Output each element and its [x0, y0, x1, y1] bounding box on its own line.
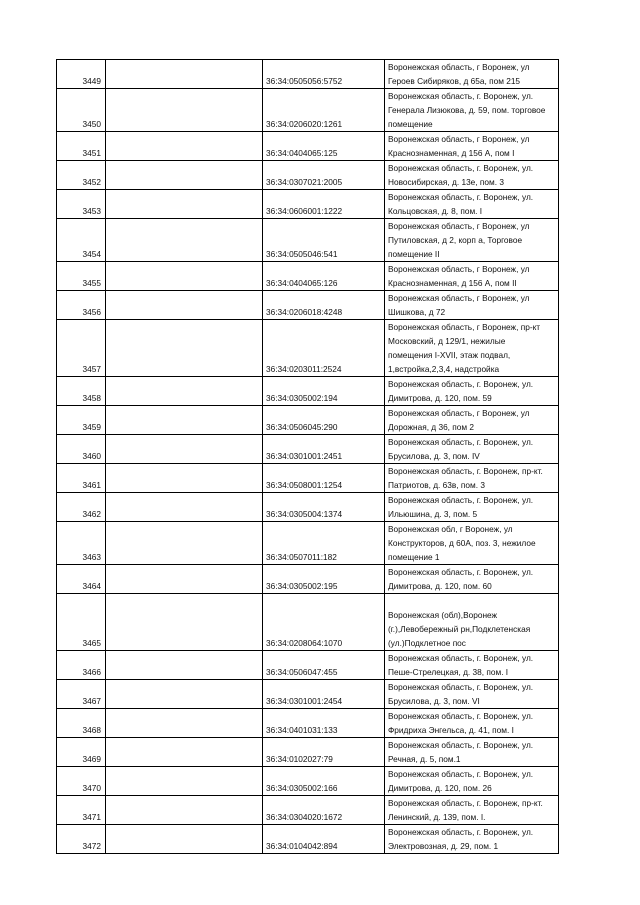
row-number-cell: 3451	[57, 132, 106, 161]
empty-cell	[106, 738, 263, 767]
address-cell: Воронежская область, г. Воронеж, ул. Речная, д. 5, пом.1	[385, 738, 559, 767]
row-number-cell: 3462	[57, 493, 106, 522]
cadastral-number-cell: 36:34:0506045:290	[263, 406, 385, 435]
empty-cell	[106, 493, 263, 522]
table-row	[57, 291, 559, 320]
table-row	[57, 522, 559, 565]
table-row	[57, 825, 559, 854]
address-cell: Воронежская область, г. Воронеж, ул. Генерала Лизюкова, д. 59, пом. торговое помещение	[385, 89, 559, 132]
row-number-cell: 3454	[57, 219, 106, 262]
address-cell: Воронежская область, г. Воронеж, ул. Электровозная, д. 29, пом. 1	[385, 825, 559, 854]
table-row	[57, 594, 559, 651]
row-number-cell: 3450	[57, 89, 106, 132]
row-number-cell: 3467	[57, 680, 106, 709]
address-cell: Воронежская (обл),Воронеж (г.),Левобережный рн,Подклетенская (ул.)Подклетное пос	[385, 594, 559, 651]
cadastral-number-cell: 36:34:0301001:2451	[263, 435, 385, 464]
table-row	[57, 709, 559, 738]
cadastral-number-cell: 36:34:0304020:1672	[263, 796, 385, 825]
cadastral-number-cell: 36:34:0506047:455	[263, 651, 385, 680]
address-cell: Воронежская область, г. Воронеж, ул. Димитрова, д. 120, пом. 60	[385, 565, 559, 594]
cadastral-number-cell: 36:34:0305004:1374	[263, 493, 385, 522]
row-number-cell: 3449	[57, 60, 106, 89]
empty-cell	[106, 435, 263, 464]
address-cell: Воронежская область, г. Воронеж, пр-кт. Ленинский, д. 139, пом. I.	[385, 796, 559, 825]
row-number-cell: 3468	[57, 709, 106, 738]
table-row	[57, 320, 559, 377]
empty-cell	[106, 320, 263, 377]
table-row	[57, 161, 559, 190]
table-body	[57, 60, 559, 854]
row-number-cell: 3461	[57, 464, 106, 493]
cadastral-number-cell: 36:34:0307021:2005	[263, 161, 385, 190]
row-number-cell: 3471	[57, 796, 106, 825]
table-row	[57, 262, 559, 291]
row-number-cell: 3459	[57, 406, 106, 435]
empty-cell	[106, 60, 263, 89]
row-number-cell: 3470	[57, 767, 106, 796]
address-cell: Воронежская область, г. Воронеж, ул. Кольцовская, д. 8, пом. I	[385, 190, 559, 219]
empty-cell	[106, 767, 263, 796]
address-cell: Воронежская область, г. Воронеж, ул. Димитрова, д. 120, пом. 26	[385, 767, 559, 796]
cadastral-number-cell: 36:34:0508001:1254	[263, 464, 385, 493]
row-number-cell: 3464	[57, 565, 106, 594]
empty-cell	[106, 796, 263, 825]
address-cell: Воронежская область, г. Воронеж, ул. Брусилова, д. 3, пом. IV	[385, 435, 559, 464]
address-cell: Воронежская область, г Воронеж, ул Путиловская, д 2, корп а, Торговое помещение II	[385, 219, 559, 262]
row-number-cell: 3455	[57, 262, 106, 291]
empty-cell	[106, 161, 263, 190]
table-row	[57, 738, 559, 767]
cadastral-number-cell: 36:34:0507011:182	[263, 522, 385, 565]
address-cell: Воронежская область, г Воронеж, ул Героев Сибиряков, д 65а, пом 215	[385, 60, 559, 89]
table-row	[57, 190, 559, 219]
address-cell: Воронежская область, г. Воронеж, ул. Ильюшина, д. 3, пом. 5	[385, 493, 559, 522]
empty-cell	[106, 522, 263, 565]
row-number-cell: 3465	[57, 594, 106, 651]
address-cell: Воронежская область, г. Воронеж, ул. Брусилова, д. 3, пом. VI	[385, 680, 559, 709]
cadastral-number-cell: 36:34:0305002:194	[263, 377, 385, 406]
cadastral-number-cell: 36:34:0104042:894	[263, 825, 385, 854]
row-number-cell: 3460	[57, 435, 106, 464]
cadastral-number-cell: 36:34:0102027:79	[263, 738, 385, 767]
table-row	[57, 651, 559, 680]
cadastral-number-cell: 36:34:0305002:166	[263, 767, 385, 796]
empty-cell	[106, 132, 263, 161]
row-number-cell: 3469	[57, 738, 106, 767]
empty-cell	[106, 89, 263, 132]
empty-cell	[106, 406, 263, 435]
empty-cell	[106, 190, 263, 219]
address-cell: Воронежская область, г Воронеж, ул Краснознаменная, д 156 А, пом I	[385, 132, 559, 161]
table-row	[57, 132, 559, 161]
row-number-cell: 3472	[57, 825, 106, 854]
table-row	[57, 435, 559, 464]
table-row	[57, 767, 559, 796]
empty-cell	[106, 219, 263, 262]
table-row	[57, 406, 559, 435]
cadastral-number-cell: 36:34:0305002:195	[263, 565, 385, 594]
cadastral-number-cell: 36:34:0505046:541	[263, 219, 385, 262]
cadastral-number-cell: 36:34:0606001:1222	[263, 190, 385, 219]
cadastral-number-cell: 36:34:0206020:1261	[263, 89, 385, 132]
cadastral-number-cell: 36:34:0401031:133	[263, 709, 385, 738]
row-number-cell: 3458	[57, 377, 106, 406]
address-cell: Воронежская область, г Воронеж, ул Шишкова, д 72	[385, 291, 559, 320]
table-row	[57, 60, 559, 89]
row-number-cell: 3463	[57, 522, 106, 565]
cadastral-number-cell: 36:34:0203011:2524	[263, 320, 385, 377]
empty-cell	[106, 825, 263, 854]
address-cell: Воронежская область, г Воронеж, ул Краснознаменная, д 156 А, пом II	[385, 262, 559, 291]
empty-cell	[106, 709, 263, 738]
empty-cell	[106, 291, 263, 320]
table-row	[57, 219, 559, 262]
table-row	[57, 464, 559, 493]
empty-cell	[106, 594, 263, 651]
table-row	[57, 565, 559, 594]
cadastral-number-cell: 36:34:0301001:2454	[263, 680, 385, 709]
table-row	[57, 377, 559, 406]
address-cell: Воронежская область, г. Воронеж, ул. Димитрова, д. 120, пом. 59	[385, 377, 559, 406]
registry-table	[56, 59, 559, 854]
row-number-cell: 3456	[57, 291, 106, 320]
cadastral-number-cell: 36:34:0206018:4248	[263, 291, 385, 320]
address-cell: Воронежская область, г. Воронеж, ул. Фридриха Энгельса, д. 41, пом. I	[385, 709, 559, 738]
cadastral-number-cell: 36:34:0404065:125	[263, 132, 385, 161]
row-number-cell: 3466	[57, 651, 106, 680]
empty-cell	[106, 262, 263, 291]
address-cell: Воронежская область, г. Воронеж, ул. Новосибирская, д. 13е, пом. 3	[385, 161, 559, 190]
row-number-cell: 3453	[57, 190, 106, 219]
table-row	[57, 89, 559, 132]
cadastral-number-cell: 36:34:0404065:126	[263, 262, 385, 291]
empty-cell	[106, 565, 263, 594]
address-cell: Воронежская обл, г Воронеж, ул Конструкторов, д 60А, поз. 3, нежилое помещение 1	[385, 522, 559, 565]
row-number-cell: 3457	[57, 320, 106, 377]
row-number-cell: 3452	[57, 161, 106, 190]
address-cell: Воронежская область, г. Воронеж, ул. Пеше-Стрелецкая, д. 38, пом. I	[385, 651, 559, 680]
empty-cell	[106, 464, 263, 493]
address-cell: Воронежская область, г Воронеж, ул Дорожная, д 36, пом 2	[385, 406, 559, 435]
empty-cell	[106, 680, 263, 709]
table-row	[57, 680, 559, 709]
table-row	[57, 493, 559, 522]
empty-cell	[106, 377, 263, 406]
cadastral-number-cell: 36:34:0505056:5752	[263, 60, 385, 89]
table-row	[57, 796, 559, 825]
empty-cell	[106, 651, 263, 680]
cadastral-number-cell: 36:34:0208064:1070	[263, 594, 385, 651]
address-cell: Воронежская область, г Воронеж, пр-кт Московский, д 129/1, нежилые помещения I-XVII, этаж подвал, 1,встройка,2,3,4, надстройка	[385, 320, 559, 377]
address-cell: Воронежская область, г. Воронеж, пр-кт. Патриотов, д. 63в, пом. 3	[385, 464, 559, 493]
